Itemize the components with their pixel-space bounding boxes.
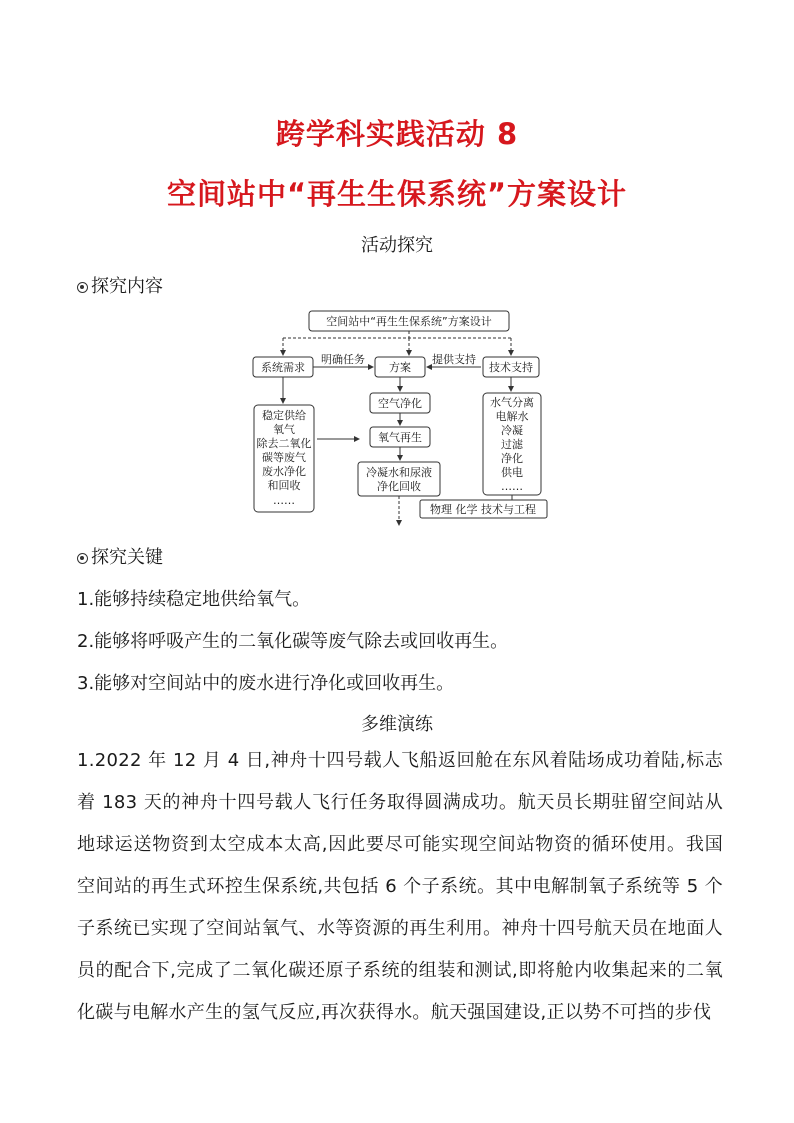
bullet-circle-icon: [77, 553, 88, 564]
subjects-label: 物理 化学 技术与工程: [430, 503, 536, 516]
needs-label: 系统需求: [261, 361, 305, 374]
tech-item: 供电: [501, 466, 523, 479]
needs-item: 碳等废气: [262, 451, 306, 464]
bullet-circle-icon: [77, 282, 88, 293]
plan-item: 冷凝水和尿液: [366, 466, 432, 479]
tech-item: 电解水: [495, 410, 529, 423]
clarify-label: 明确任务: [321, 353, 365, 366]
needs-item: ……: [273, 494, 295, 507]
question-paragraph: 1.2022 年 12 月 4 日,神舟十四号载人飞船返回舱在东风着陆场成功着陆,标志着 183 天的神舟十四号载人飞行任务取得圆满成功。航天员长期驻留空间站从地球运送物资到太空成本太高,因此要尽可能实现空间站物资的循环使用。我国空间站的再生式环控生保系统,共包括 6 个子系统。其中电解制氧子系统等 5 个子系统已实现了空间站氧气、水等资源的再生利用。神舟十四号航天员在地面人员的配合下,完成了二氧化碳还原子系统的组装和测试,即将舱内收集起来的二氧化碳与电解水产生的氢气反应,再次获得水。航天强国建设,正以势不可挡的步伐: [77, 750, 723, 1023]
plan-item: 空气净化: [378, 397, 422, 410]
needs-item: 除去二氧化: [256, 437, 312, 450]
needs-item: 和回收: [267, 479, 301, 492]
tech-item: 净化: [501, 452, 523, 465]
title-line-2: 空间站中“再生生保系统”方案设计: [166, 177, 628, 211]
plan-item: 氧气再生: [378, 431, 422, 444]
key-point: 2.能够将呼吸产生的二氧化碳等废气除去或回收再生。: [77, 631, 509, 652]
provide-label: 提供支持: [432, 353, 476, 366]
needs-item: 稳定供给: [262, 409, 306, 422]
needs-item: 氧气: [273, 423, 295, 436]
key-heading-text: 探究关键: [91, 547, 163, 568]
section-heading-activity: 活动探究: [361, 235, 433, 256]
tech-label: 技术支持: [489, 361, 533, 374]
key-point: 1.能够持续稳定地供给氧气。: [77, 589, 311, 610]
tech-item: ……: [501, 480, 523, 493]
plan-item: 净化回收: [377, 480, 421, 493]
title-line-1: 跨学科实践活动 8: [275, 117, 519, 151]
tech-item: 过滤: [501, 438, 523, 451]
section-heading-practice: 多维演练: [361, 714, 433, 735]
needs-item: 废水净化: [262, 465, 306, 478]
content-heading: [77, 272, 163, 298]
plan-label: 方案: [389, 361, 411, 374]
tech-item: 水气分离: [490, 396, 534, 409]
diagram-top-label: 空间站中“再生生保系统”方案设计: [326, 315, 492, 328]
tech-item: 冷凝: [501, 424, 523, 437]
flow-diagram: [245, 305, 555, 530]
key-heading: [77, 543, 163, 569]
key-point: 3.能够对空间站中的废水进行净化或回收再生。: [77, 673, 455, 694]
content-heading-text: 探究内容: [91, 276, 163, 297]
